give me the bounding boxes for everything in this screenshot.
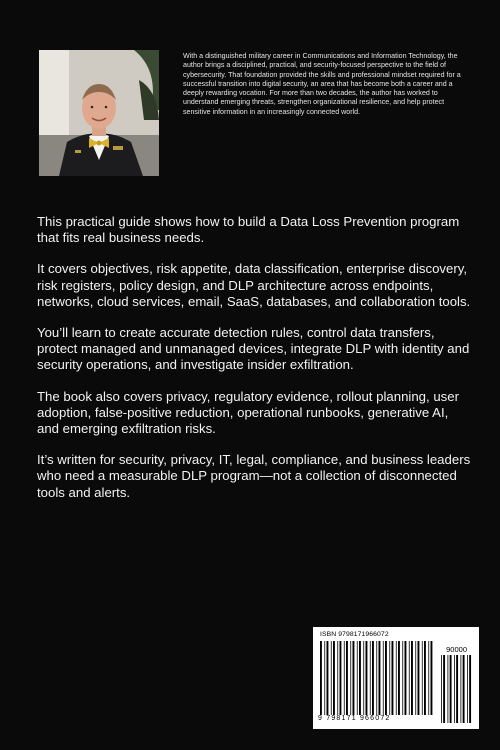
author-bio: With a distinguished military career in Communications and Information Technology, the author brings a disciplined, practical, and security-focused perspective to the field of cybersecurity. That foundation provided the skills and professional mindset required for a successful transition into digital security, an area that has become both a career and a deeply rewarding vocation. For more than two decades, the author has worked to understand emerging threats, strengthen organizational resilience, and help protect sensitive information in an increasingly connected world. (183, 52, 461, 116)
description-paragraph: You’ll learn to create accurate detection rules, control data transfers, protect managed and unmanaged devices, integrate DLP with identity and security operations, and investigate insider exfiltration. (37, 325, 470, 373)
author-portrait-illustration (39, 50, 159, 176)
price-code: 90000 (446, 645, 467, 654)
description-paragraph: It covers objectives, risk appetite, data classification, enterprise discovery, risk registers, policy design, and DLP architecture across endpoints, networks, cloud services, email, SaaS, databases, and collaboration tools. (37, 261, 471, 309)
barcode-bars (313, 627, 479, 729)
description-paragraph: This practical guide shows how to build a Data Loss Prevention program that fits real business needs. (37, 214, 460, 246)
description-paragraph: It’s written for security, privacy, IT, legal, compliance, and business leaders who need a measurable DLP program—not a collection of disconnected tools and alerts. (37, 452, 471, 500)
isbn-digits: 9 798171 966072 (318, 715, 391, 722)
book-description (37, 214, 472, 516)
description-paragraph: The book also covers privacy, regulatory evidence, rollout planning, user adoption, false-positive reduction, operational runbooks, generative AI, and emerging exfiltration risks. (37, 388, 459, 437)
isbn-barcode (313, 627, 479, 729)
author-photo (39, 50, 159, 176)
isbn-label: ISBN 9798171966072 (320, 631, 389, 638)
